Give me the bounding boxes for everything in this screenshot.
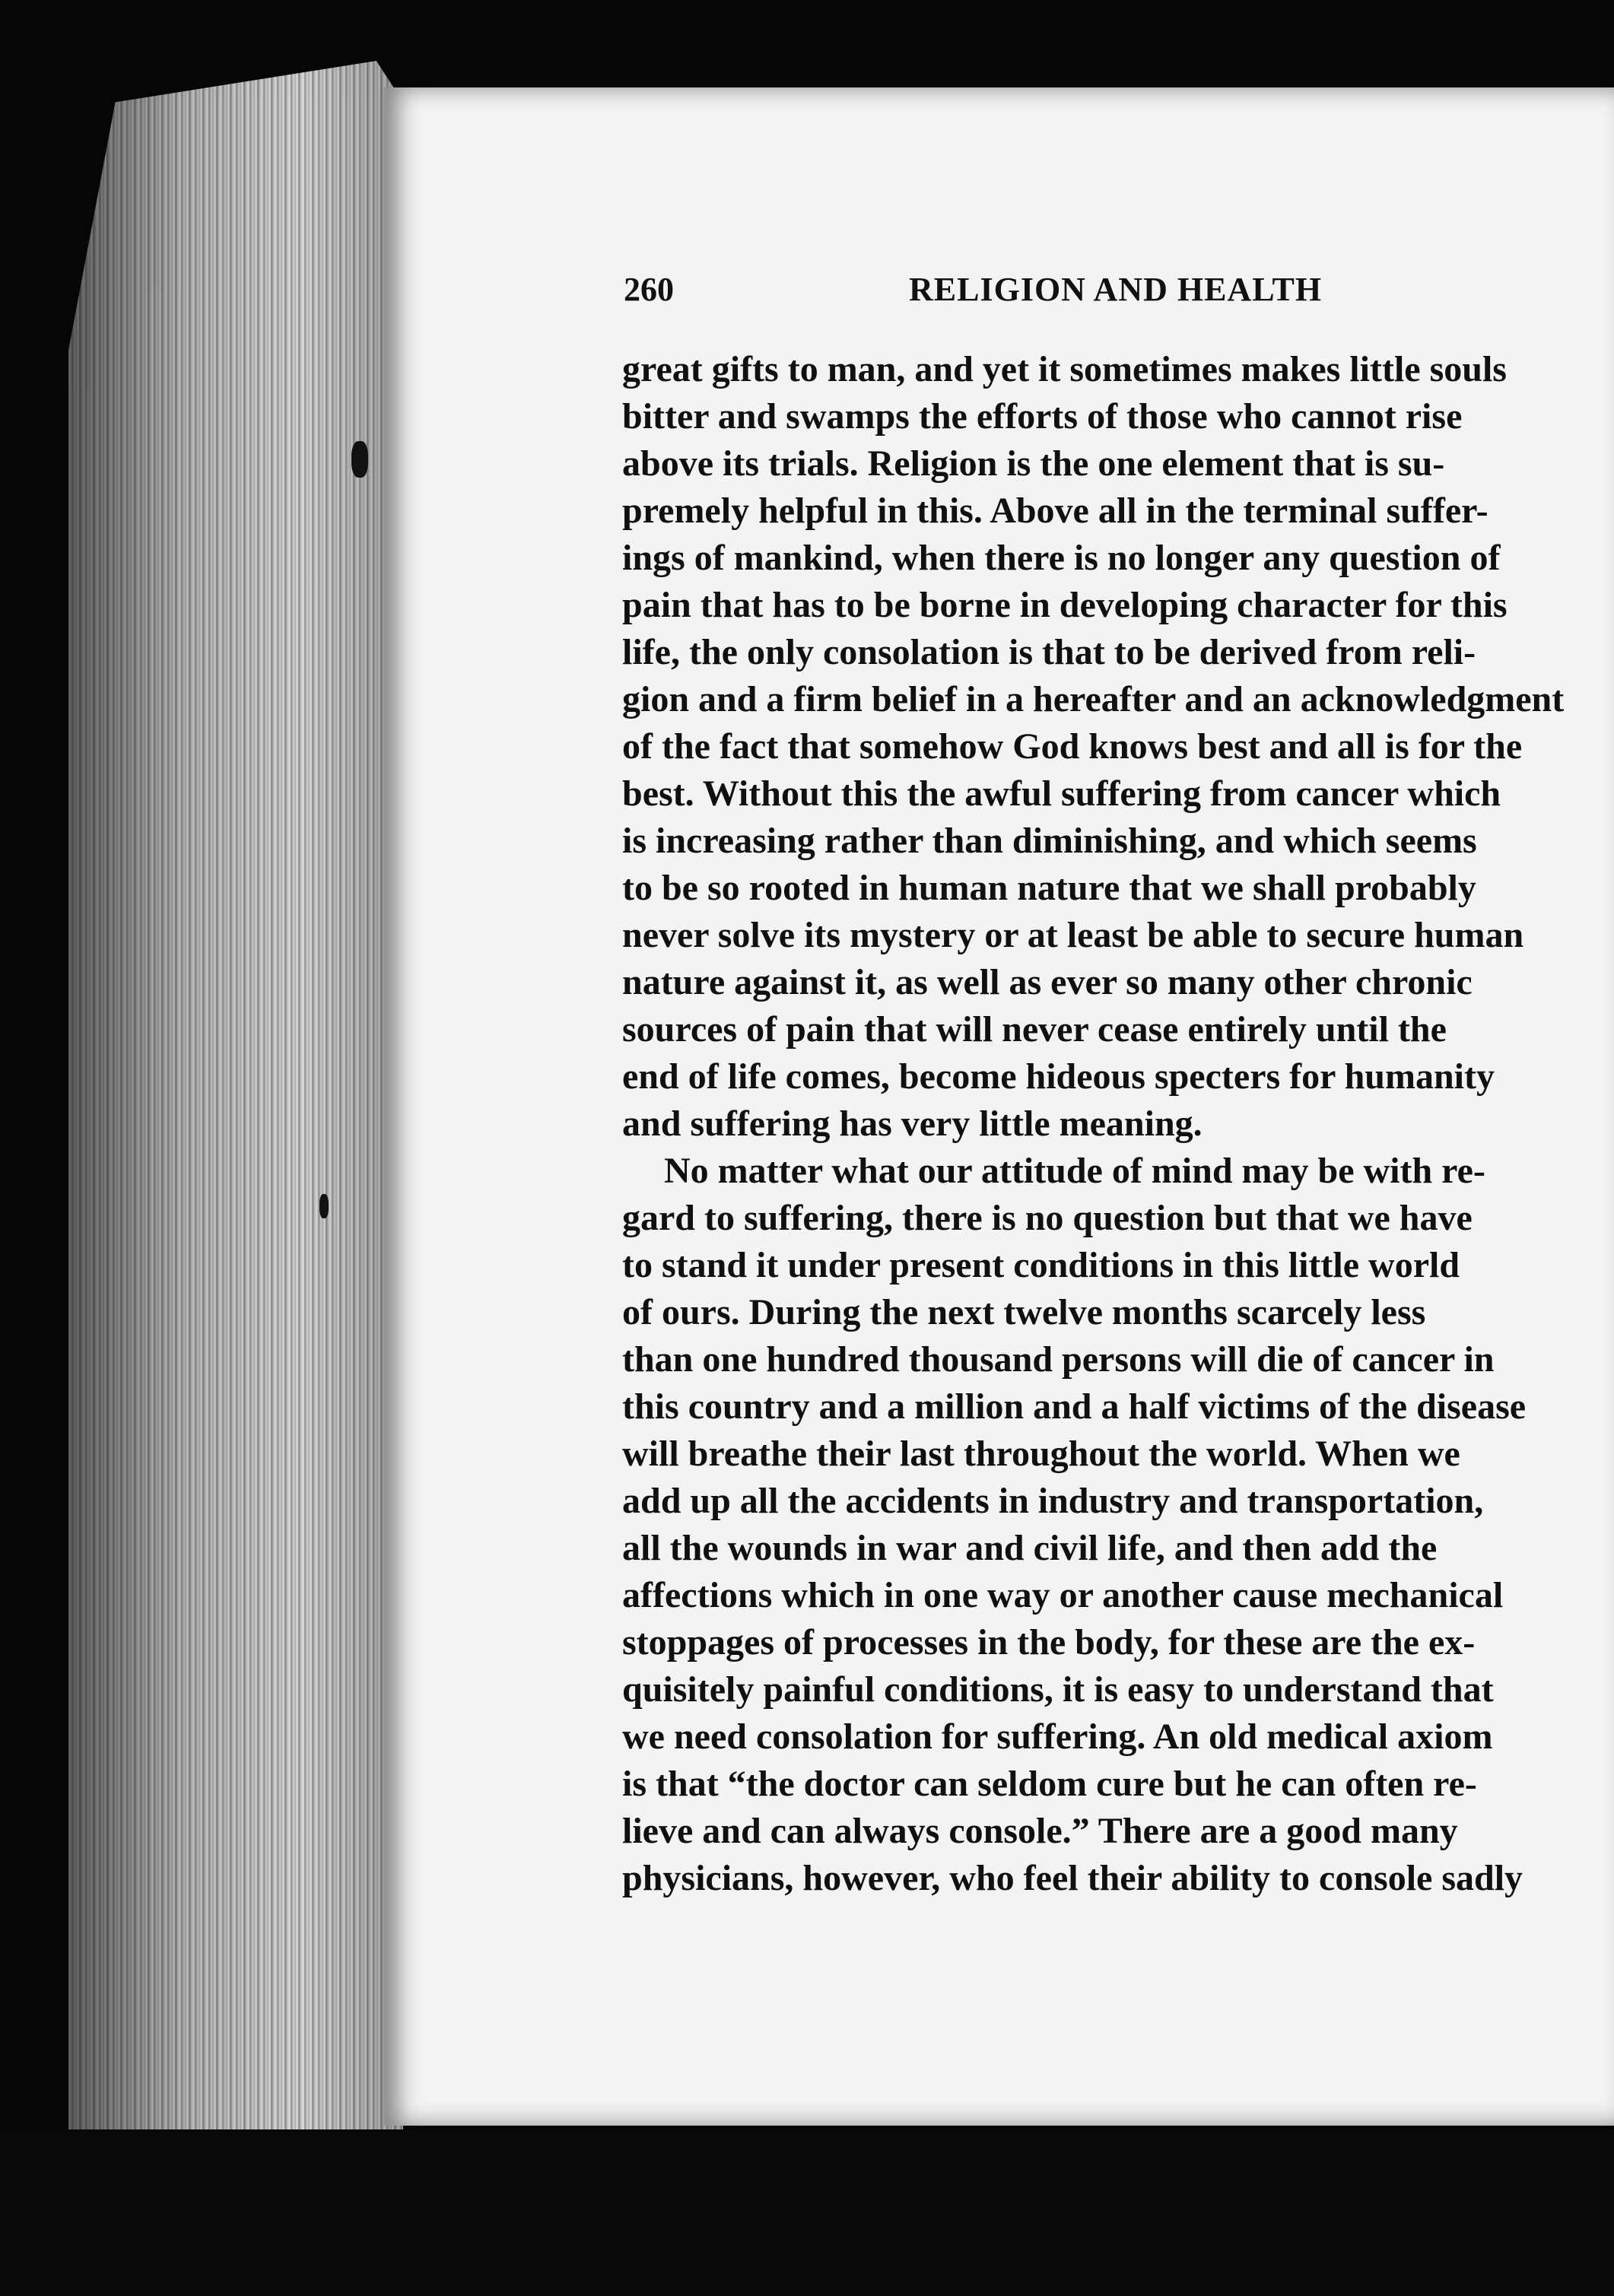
gutter-ink-spot <box>319 1194 329 1218</box>
text-line: affections which in one way or another cause mechanical <box>622 1575 1504 1615</box>
text-line: to stand it under present conditions in this little world <box>622 1245 1460 1285</box>
text-line: above its trials. Religion is the one element that is su- <box>622 443 1445 484</box>
page-number: 260 <box>624 271 674 308</box>
text-line: add up all the accidents in industry and transportation, <box>622 1481 1484 1521</box>
text-line: this country and a million and a half victims of the disease <box>622 1386 1527 1427</box>
text-line: of ours. During the next twelve months scarcely less <box>622 1292 1426 1332</box>
text-line: gard to suffering, there is no question but that we have <box>622 1198 1473 1238</box>
text-line: we need consolation for suffering. An old medical axiom <box>622 1716 1493 1757</box>
text-line: physicians, however, who feel their ability to console sadly <box>622 1858 1523 1898</box>
text-line: nature against it, as well as ever so many other chronic <box>622 962 1473 1002</box>
gutter-ink-spot <box>351 441 368 478</box>
text-line: best. Without this the awful suffering from cancer which <box>622 773 1501 814</box>
text-line: all the wounds in war and civil life, and then add the <box>622 1528 1438 1568</box>
paragraph-first-line: No matter what our attitude of mind may be with re- <box>664 1151 1485 1191</box>
body-text <box>622 346 1614 1981</box>
text-line: bitter and swamps the efforts of those who cannot rise <box>622 396 1463 437</box>
text-line: of the fact that somehow God knows best and all is for the <box>622 726 1523 767</box>
text-line: great gifts to man, and yet it sometimes makes little souls <box>622 349 1507 389</box>
text-line: is increasing rather than diminishing, and which seems <box>622 821 1477 861</box>
text-line: never solve its mystery or at least be able to secure human <box>622 915 1524 955</box>
text-line: ings of mankind, when there is no longer any question of <box>622 538 1501 578</box>
text-line: is that “the doctor can seldom cure but he can often re- <box>622 1764 1477 1804</box>
text-line: premely helpful in this. Above all in the terminal suffer- <box>622 491 1489 531</box>
book-page-edges <box>68 61 403 2129</box>
text-line: sources of pain that will never cease entirely until the <box>622 1009 1447 1050</box>
text-line: gion and a firm belief in a hereafter and an acknowledgment <box>622 679 1565 719</box>
text-line: end of life comes, become hideous specters for humanity <box>622 1056 1495 1097</box>
text-line: life, the only consolation is that to be derived from reli- <box>622 632 1476 672</box>
text-line: quisitely painful conditions, it is easy to understand that <box>622 1669 1494 1710</box>
text-line: will breathe their last throughout the world. When we <box>622 1434 1460 1474</box>
running-head: RELIGION AND HEALTH <box>909 271 1323 308</box>
text-line: than one hundred thousand persons will die of cancer in <box>622 1339 1495 1380</box>
text-line: lieve and can always console.” There are a good many <box>622 1811 1458 1851</box>
scan-bottom-margin <box>0 2129 1614 2296</box>
text-line: and suffering has very little meaning. <box>622 1104 1203 1144</box>
text-line: pain that has to be borne in developing character for this <box>622 585 1508 625</box>
text-line: to be so rooted in human nature that we shall probably <box>622 868 1476 908</box>
text-line: stoppages of processes in the body, for these are the ex- <box>622 1622 1476 1662</box>
